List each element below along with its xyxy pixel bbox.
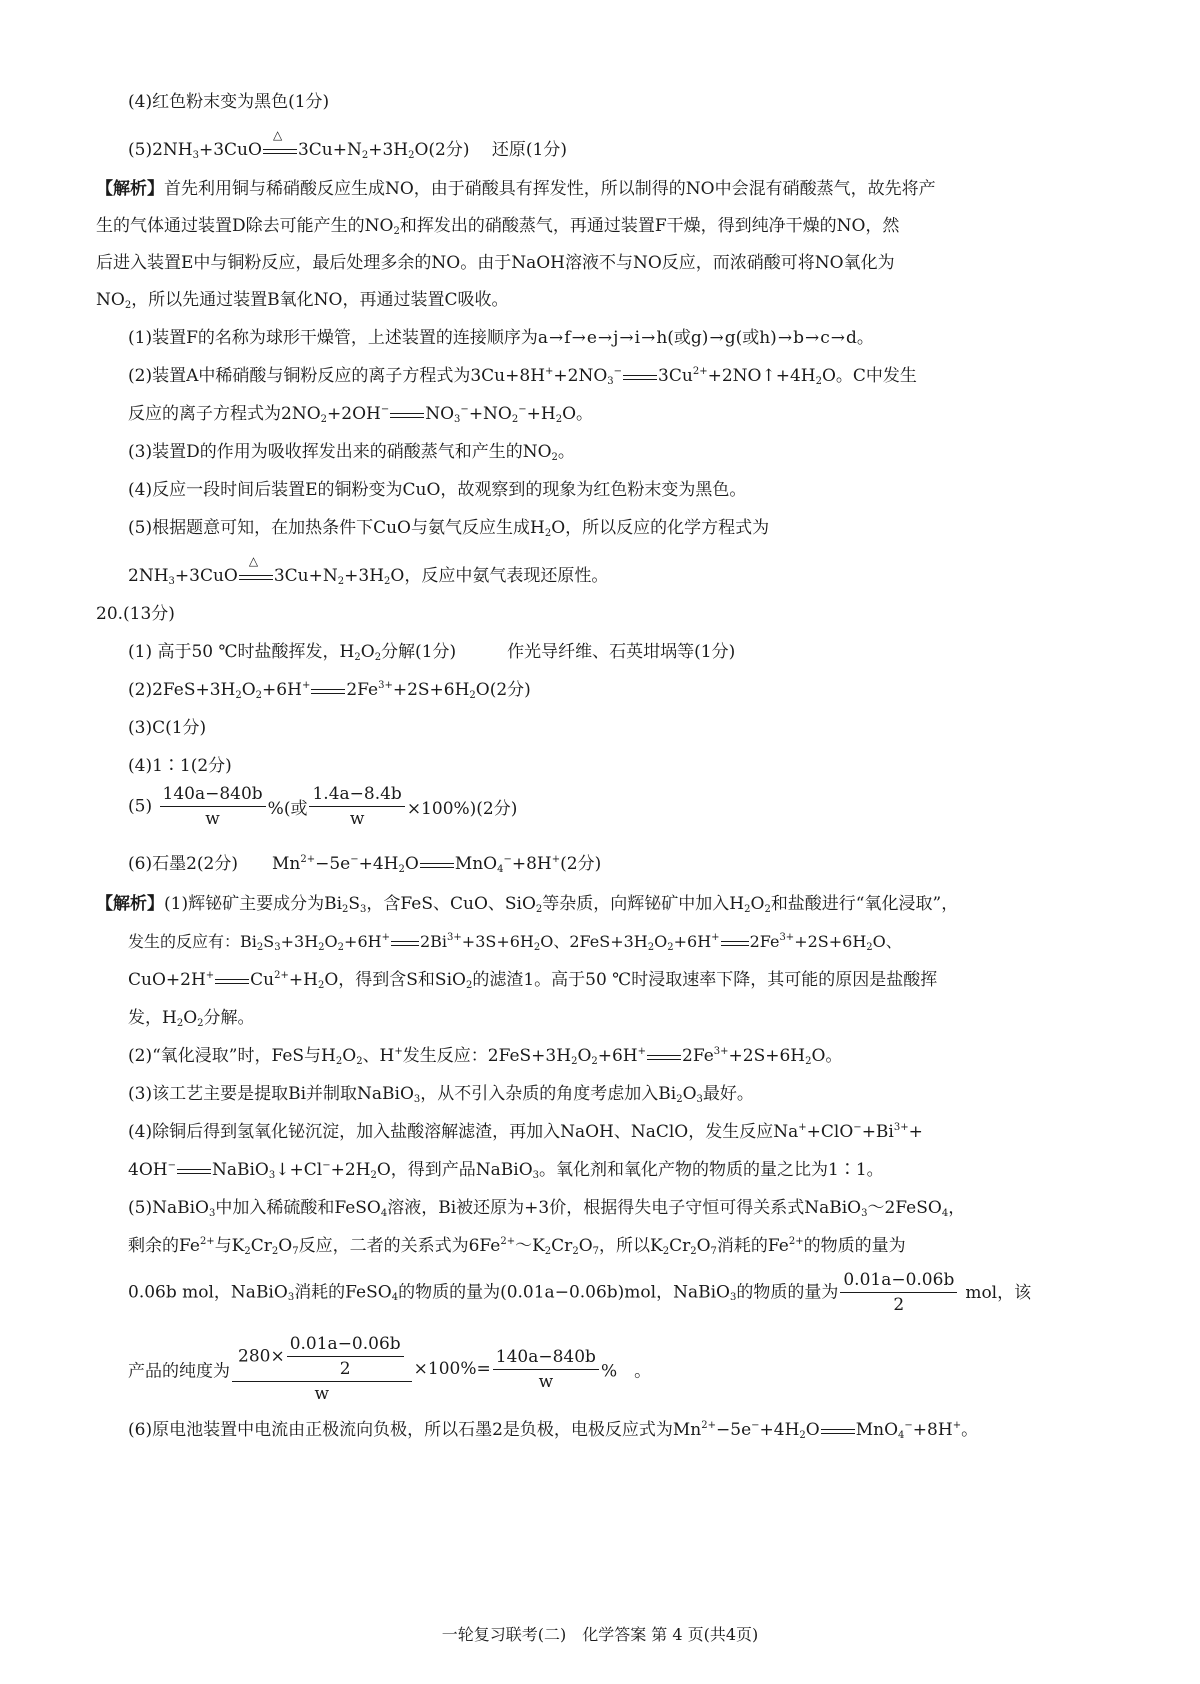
- analysis-19-line-4: $NO_2$，所以先通过装置B氧化NO，再通过装置C吸收。: [96, 290, 509, 311]
- answer-20-1: (1) 高于50 ℃时盐酸挥发，$H_2O_2$分解(1分) 作光导纤维、石英坩埚等(1分): [128, 642, 736, 663]
- heating-equals-sign: △: [263, 144, 297, 158]
- analysis-19-line-1: 【解析】首先利用铜与稀硝酸反应生成NO，由于硝酸具有挥发性，所以制得的NO中会混有硝酸蒸气，故先将产: [96, 179, 936, 199]
- analysis-19-5: (5)根据题意可知，在加热条件下CuO与氨气反应生成$H_2O$，所以反应的化学方程式为: [128, 518, 770, 539]
- fraction: $\frac{140a-840b}{w}$: [493, 1345, 599, 1394]
- equals-sign: [391, 936, 419, 950]
- analysis-20-5-line-2: 剩余的$Fe^{2+}$与$K_2Cr_2O_7$反应，二者的关系式为$6Fe^{2+}\sim K_2Cr_2O_7$，所以$K_2Cr_2O_7$消耗的$Fe^{2+}$的物质的量为: [128, 1236, 906, 1257]
- analysis-19-line-3: 后进入装置E中与铜粉反应，最后处理多余的NO。由于NaOH溶液不与NO反应，而浓硝酸可将NO氧化为: [96, 253, 895, 273]
- analysis-19-5-equation: $2NH_3+3CuO$ △ $3Cu+N_2+3H_2O$，反应中氨气表现还原性。: [128, 553, 609, 587]
- page-footer: 一轮复习联考(二) 化学答案 第 4 页(共4页): [441, 1625, 759, 1644]
- answer-20-4: (4)1∶1(2分): [128, 756, 232, 776]
- analysis-19-2-cont: 反应的离子方程式为$2NO_2+2OH^-$ $NO_3^-+NO_2^-+H_2O$。: [128, 404, 594, 425]
- gas-up-arrow: ↑: [761, 366, 776, 386]
- analysis-20-5-purity: 产品的纯度为 280× $\frac{0.01a-0.06b}{2}$ w ×100%= $\frac{140a-840b}{w}$ % 。: [128, 1334, 652, 1404]
- equals-sign: [721, 936, 749, 950]
- analysis-20-3: (3)该工艺主要是提取Bi并制取NaBiO$_3$，从不引入杂质的角度考虑加入$Bi_2O_3$最好。: [128, 1084, 754, 1105]
- fraction: $\frac{140a-840b}{w}$: [160, 782, 266, 831]
- precipitate-down-arrow: ↓: [275, 1160, 290, 1180]
- inner-fraction: $\frac{0.01a-0.06b}{2}$: [287, 1332, 404, 1381]
- analysis-19-1: (1)装置F的名称为球形干燥管，上述装置的连接顺序为a→f→e→j→i→h(或g)→g(或h)→b→c→d。: [128, 328, 874, 348]
- analysis-19-4: (4)反应一段时间后装置E的铜粉变为CuO，故观察到的现象为红色粉末变为黑色。: [128, 480, 747, 500]
- analysis-19-3: (3)装置D的作用为吸收挥发出来的硝酸蒸气和产生的$NO_2$。: [128, 442, 575, 463]
- analysis-19-line-2: 生的气体通过装置D除去可能产生的$NO_2$和挥发出的硝酸蒸气，再通过装置F干燥，得到纯净干燥的NO，然: [96, 216, 900, 237]
- equals-sign: [623, 370, 657, 384]
- answer-19-4: (4)红色粉末变为黑色(1分): [128, 92, 330, 112]
- equals-sign: [311, 684, 345, 698]
- equals-sign: [390, 408, 424, 422]
- analysis-20-line-3: CuO+2H+ $Cu^{2+}+H_2O$，得到含S和SiO$_2$的滤渣1。高于50 ℃时浸取速率下降，其可能的原因是盐酸挥: [128, 970, 938, 991]
- analysis-20-5-line-3: 0.06b mol，NaBiO$_3$消耗的FeSO$_4$的物质的量为(0.01a−0.06b)mol，NaBiO$_3$的物质的量为 $\frac{0.01a-0.06b}{2}$ mol，该: [128, 1270, 1032, 1315]
- heating-equals-sign: △: [239, 570, 273, 584]
- answer-19-5: $(5)2NH_3+3CuO$ △ $3Cu+N_2+3H_2O(2$分) 还原(1分): [128, 127, 567, 161]
- equals-sign: [647, 1050, 681, 1064]
- fraction: $\frac{0.01a-0.06b}{2}$: [840, 1268, 957, 1317]
- answer-20-6: (6)石墨2(2分) $Mn^{2+}-5e^-+4H_2O$ MnO$_4$−+8H+(2分): [128, 854, 602, 875]
- analysis-20-6: (6)原电池装置中电流由正极流向负极，所以石墨2是负极，电极反应式为$Mn^{2+}-5e^-+4H_2O$ MnO$_4$−+8H+。: [128, 1420, 979, 1441]
- analysis-tag: 【解析】: [96, 894, 164, 914]
- analysis-20-4-cont: 4OH− $NaBiO_3↓+Cl^-+2H_2O$，得到产品NaBiO$_3$。氧化剂和氧化产物的物质的量之比为1∶1。: [128, 1160, 884, 1181]
- analysis-20-2: (2)“氧化浸取”时，FeS与$H_2O_2$、H+发生反应：$2FeS+3H_2O_2+6H^+$ $2Fe^{3+}+2S+6H_2O$。: [128, 1046, 843, 1067]
- compound-fraction: 280× $\frac{0.01a-0.06b}{2}$ w: [232, 1332, 412, 1406]
- equals-sign: [420, 858, 454, 872]
- analysis-20-4: (4)除铜后得到氢氧化铋沉淀，加入盐酸溶解滤渣，再加入NaOH、NaClO，发生反应$Na^++ClO^-+Bi^{3+}+$: [128, 1122, 923, 1142]
- analysis-20-line-4: 发，$H_2O_2$分解。: [128, 1008, 255, 1029]
- equals-sign: [821, 1424, 855, 1438]
- analysis-20-line-2: 发生的反应有：$Bi_2S_3+3H_2O_2+6H^+$ $2Bi^{3+}+3S+6H_2O$、$2FeS+3H_2O_2+6H^+$ $2Fe^{3+}+2S+6H_2O$、: [128, 932, 902, 953]
- fraction: $\frac{1.4a-8.4b}{w}$: [309, 782, 404, 831]
- analysis-20-line-1: 【解析】(1)辉铋矿主要成分为$Bi_2S_3$，含FeS、CuO、SiO$_2$等杂质，向辉铋矿中加入$H_2O_2$和盐酸进行“氧化浸取”，: [96, 894, 959, 915]
- analysis-19-2: (2)装置A中稀硝酸与铜粉反应的离子方程式为$3Cu+8H^++2NO_3^-$ $3Cu^{2+}+2NO↑+4H_2O$。C中发生: [128, 366, 917, 387]
- analysis-20-5: (5)NaBiO$_3$中加入稀硫酸和FeSO$_4$溶液，Bi被还原为+3价，根据得失电子守恒可得关系式NaBiO$_3$～2FeSO$_4$，: [128, 1198, 966, 1219]
- question-20-heading: 20.(13分): [96, 604, 175, 624]
- answer-20-3: (3)C(1分): [128, 718, 207, 738]
- equals-sign: [177, 1164, 211, 1178]
- answer-20-2: $(2)2FeS+3H_2O_2+6H^+$ $2Fe^{3+}+2S+6H_2O(2$分): [128, 680, 531, 701]
- analysis-tag: 【解析】: [96, 179, 164, 199]
- answer-20-5: (5) $\frac{140a-840b}{w}$ %(或 $\frac{1.4a-8.4b}{w}$ ×100%)(2分): [128, 784, 518, 829]
- equals-sign: [215, 974, 249, 988]
